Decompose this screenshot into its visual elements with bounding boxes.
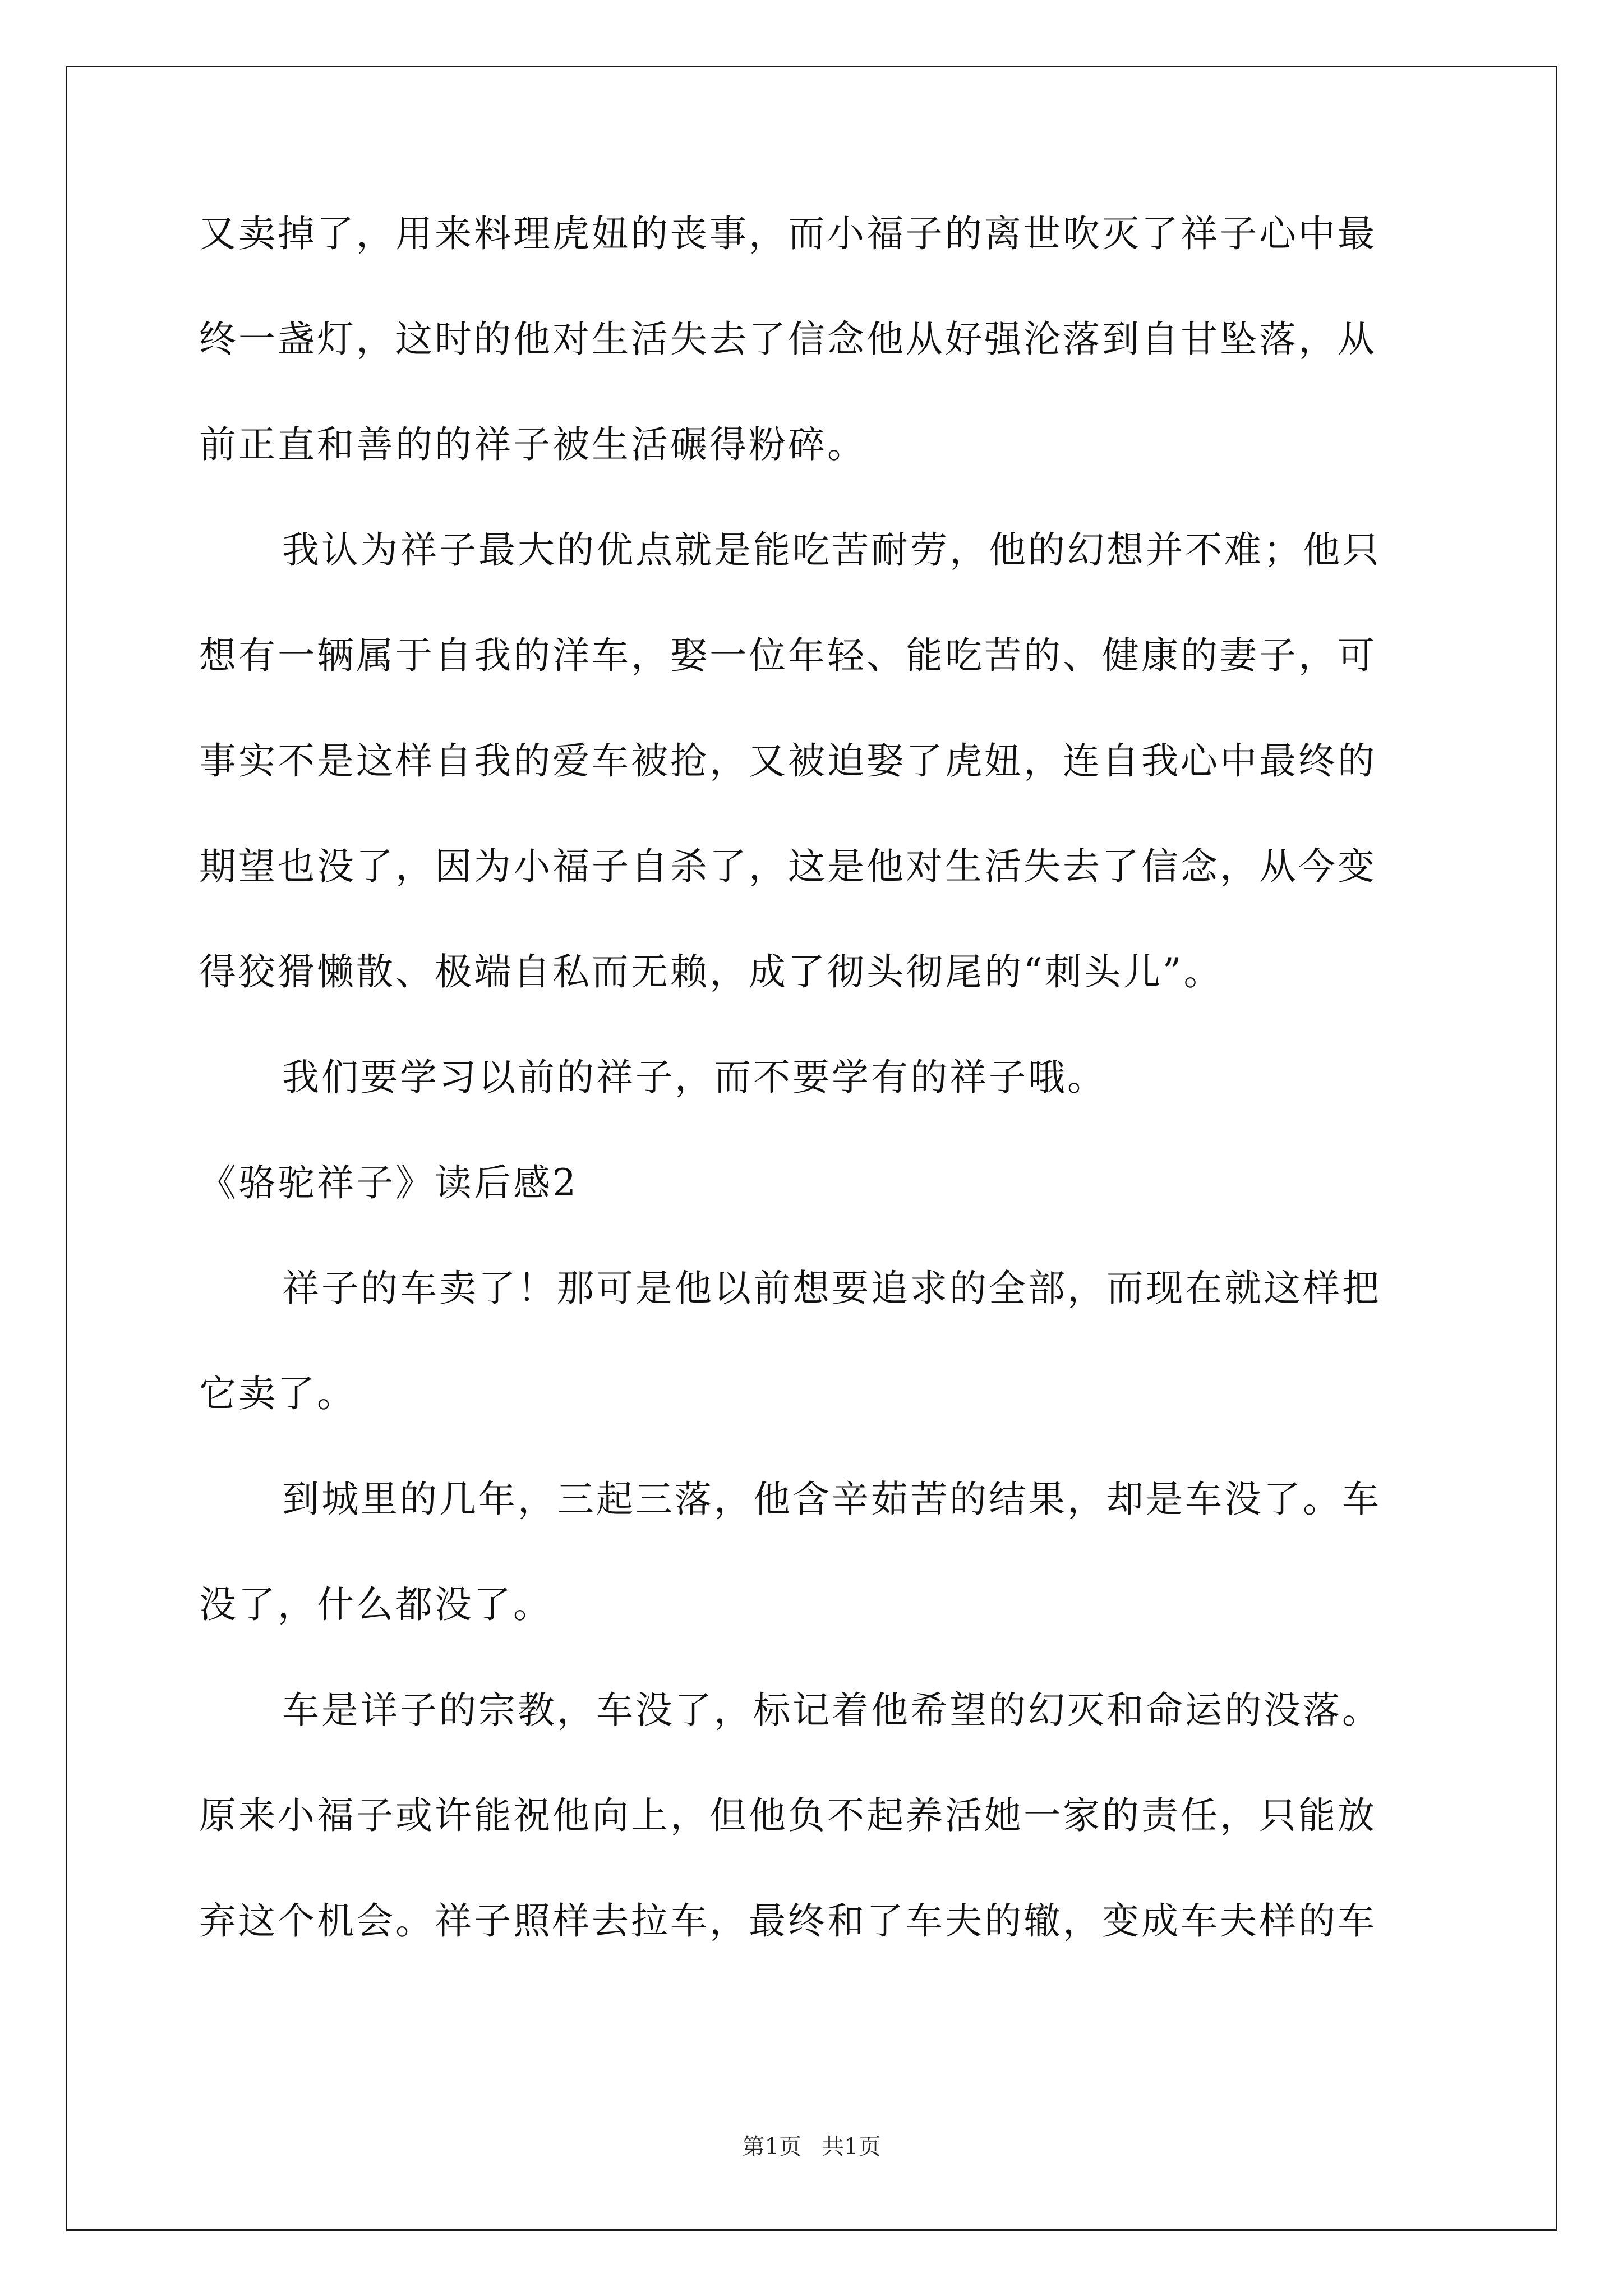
- text-line: 原来小福子或许能祝他向上，但他负不起养活她一家的责任，只能放: [199, 1794, 1377, 1837]
- text-line: 事实不是这样自我的爱车被抢，又被迫娶了虎妞，连自我心中最终的: [199, 739, 1377, 783]
- text-line: 弃这个机会。祥子照样去拉车，最终和了车夫的辙，变成车夫样的车: [199, 1899, 1377, 1943]
- text-line: 想有一辆属于自我的洋车，娶一位年轻、能吃苦的、健康的妻子，可: [199, 634, 1377, 677]
- paragraph-start-line: 祥子的车卖了！那可是他以前想要追求的全部，而现在就这样把: [282, 1267, 1381, 1310]
- text-line: 前正直和善的的祥子被生活碾得粉碎。: [199, 423, 866, 466]
- paragraph-start-line: 到城里的几年，三起三落，他含辛茹苦的结果，却是车没了。车: [282, 1478, 1381, 1521]
- paragraph-start-line: 我认为祥子最大的优点就是能吃苦耐劳，他的幻想并不难；他只: [282, 528, 1381, 572]
- paragraph-start-line: 车是详子的宗教，车没了，标记着他希望的幻灭和命运的没落。: [282, 1688, 1381, 1732]
- text-line: 终一盏灯，这时的他对生活失去了信念他从好强沦落到自甘坠落，从: [199, 318, 1377, 361]
- text-line: 又卖掉了，用来料理虎妞的丧事，而小福子的离世吹灭了祥子心中最: [199, 212, 1377, 255]
- paragraph-start-line: 我们要学习以前的祥子，而不要学有的祥子哦。: [282, 1056, 1106, 1099]
- text-line: 没了，什么都没了。: [199, 1583, 552, 1626]
- page-number-current: 第1页: [742, 2134, 801, 2160]
- section-heading: 《骆驼祥子》读后感2: [199, 1161, 578, 1204]
- text-line: 期望也没了，因为小福子自杀了，这是他对生活失去了信念，从今变: [199, 845, 1377, 888]
- text-line: 得狡猾懒散、极端自私而无赖，成了彻头彻尾的“刺头儿”。: [199, 950, 1223, 993]
- page-number-total: 共1页: [822, 2134, 881, 2160]
- text-line: 它卖了。: [199, 1372, 356, 1415]
- page-footer: [0, 2133, 1623, 2161]
